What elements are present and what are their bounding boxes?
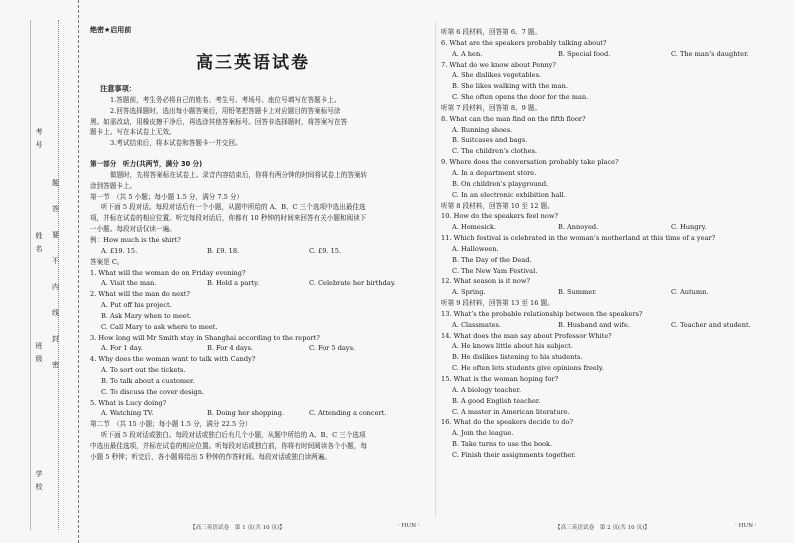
section2-heading: 第二节 （共 15 小题；每小题 1.5 分，满分 22.5 分）: [90, 420, 252, 429]
answer-option: A. Halloween.: [452, 244, 499, 253]
notice-line: 1.答题前，考生务必将自己的姓名、考生号、考场号、座位号填写在答题卡上。: [110, 95, 341, 104]
option-row: [441, 49, 786, 60]
option-row: [90, 343, 425, 354]
seal-char: 题: [52, 179, 59, 187]
answer-option: A. A hen.: [452, 49, 483, 58]
confidential-mark: 绝密★启用前: [90, 26, 132, 34]
question-stem: 15. What is the woman hoping for?: [441, 375, 559, 383]
answer-option: A. To sort out the tickets.: [101, 366, 186, 375]
footer-right-code: · HUN ·: [735, 523, 757, 529]
answer-option: C. For 5 days.: [309, 344, 356, 353]
question-stem: 5. What is Lucy doing?: [90, 398, 167, 407]
answer-option: C. He often lets students give opinions freely.: [452, 364, 604, 373]
question-stem: 7. What do we know about Penny?: [441, 60, 556, 69]
seal-char: 不: [52, 257, 59, 265]
column-divider: [435, 22, 436, 517]
section1-intro-line: 听下面 5 段对话。每段对话后有一个小题，从题中所给的 A、B、C 三个选项中选出最佳选: [101, 203, 366, 212]
answer-option: C. Teacher and student.: [671, 320, 751, 329]
answer-option: A. Running shoes.: [452, 125, 513, 134]
seal-char: 内: [52, 283, 59, 291]
answer-option: C. Autumn.: [671, 288, 709, 297]
material-note: 听第 9 段材料，回答第 13 至 16 题。: [441, 299, 554, 308]
answer-option: A. Homesick.: [452, 223, 497, 232]
answer-option: A. Join the league.: [452, 429, 514, 438]
question-stem: 9. Where does the conversation probably take place?: [441, 158, 619, 167]
right-column: [441, 27, 786, 461]
example-option: C. £9. 15.: [309, 246, 342, 255]
answer-option: B. Husband and wife.: [558, 320, 630, 329]
option-row: [441, 222, 786, 233]
answer-option: B. A good English teacher.: [452, 396, 541, 405]
answer-option: A. Watching TV.: [101, 409, 154, 418]
answer-option: B. To talk about a customer.: [101, 376, 195, 385]
answer-option: B. Hold a party.: [207, 279, 260, 288]
answer-option: B. Ask Mary when to meet.: [101, 311, 192, 320]
footer-left-code: · HUN ·: [398, 523, 420, 529]
answer-option: B. For 4 days.: [207, 344, 254, 353]
notice-line: 3.考试结束后，将本试卷和答题卡一并交回。: [110, 139, 242, 148]
question-stem: 13. What’s the probable relationship between the speakers?: [441, 309, 643, 318]
material-note: 听第 7 段材料，回答第 8、9 题。: [441, 103, 542, 112]
answer-option: A. Visit the man.: [101, 279, 157, 288]
answer-option: C. Call Mary to ask where to meet.: [101, 322, 218, 331]
question-stem: 3. How long will Mr Smith stay in Shanghai according to the report?: [90, 333, 320, 342]
section1-intro-line: 项，并标在试卷的相应位置。听完每段对话后，你都有 10 秒钟的时间来回答有关小题和阅读下: [90, 214, 367, 223]
seal-char: 要: [52, 231, 59, 239]
seal-line: [58, 20, 59, 530]
answer-option: B. Take turns to use the book.: [452, 440, 553, 449]
answer-option: A. In a department store.: [452, 168, 537, 177]
seal-char: 封: [52, 335, 59, 343]
answer-option: A. She dislikes vegetables.: [452, 71, 542, 80]
answer-option: B. Summer.: [558, 288, 597, 297]
seal-char: 密: [52, 361, 59, 369]
answer-option: B. Annoyed.: [558, 223, 599, 232]
answer-option: A. For 1 day.: [101, 344, 143, 353]
question-stem: 10. How do the speakers feel now?: [441, 212, 559, 221]
material-note: 听第 6 段材料，回答第 6、7 题。: [441, 28, 542, 36]
answer-option: B. Suitcases and bags.: [452, 136, 528, 145]
answer-option: C. To discuss the cover design.: [101, 387, 205, 396]
notice-line: 2.回答选择题时，选出每小题答案后，用铅笔把答题卡上对应题目的答案标号涂: [110, 106, 341, 115]
footer-left-label: 【高三英语试卷 第 1 页(共 10 页)】: [190, 525, 285, 531]
question-stem: 11. Which festival is celebrated in the woman’s motherland at this time of a year?: [441, 234, 716, 243]
example-option: A. £19. 15.: [101, 246, 138, 255]
answer-option: C. The children’s clothes.: [452, 147, 537, 156]
question-stem: 8. What can the man find on the fifth floor?: [441, 114, 586, 123]
example-options: [90, 246, 425, 257]
part1-intro-line: 涂到答题卡上。: [90, 181, 137, 190]
answer-option: C. Hungry.: [671, 223, 707, 232]
answer-option: C. Finish their assignments together.: [452, 450, 576, 459]
answer-option: C. In an electronic exhibition hall.: [452, 190, 566, 199]
answer-option: A. Classmates.: [452, 320, 502, 329]
left-question-list: [90, 268, 425, 420]
answer-option: C. She often opens the door for the man.: [452, 93, 589, 102]
answer-option: B. She likes walking with the man.: [452, 82, 568, 91]
margin-rule: [30, 20, 31, 530]
option-row: [90, 278, 425, 289]
notice-line: 黑。如需改动，用橡皮擦干净后，再选涂其他答案标号。回答非选择题时，将答案写在答: [90, 117, 348, 126]
example-option: B. £9. 18.: [207, 246, 240, 255]
seal-char: 线: [52, 309, 59, 317]
material-note: 听第 8 段材料，回答第 10 至 12 题。: [441, 201, 554, 210]
question-stem: 14. What does the man say about Professor White?: [441, 331, 612, 340]
answer-option: B. On children’s playground.: [452, 179, 549, 188]
answer-option: C. Celebrate her birthday.: [309, 279, 396, 288]
part1-intro-line: 做题时，先将答案标在试卷上。录音内容结束后，你将有两分钟的时间将试卷上的答案转: [110, 170, 368, 179]
answer-option: A. Spring.: [452, 288, 486, 297]
section1-heading: 第一节 （共 5 小题；每小题 1.5 分，满分 7.5 分）: [90, 192, 244, 201]
question-stem: 12. What season is it now?: [441, 277, 531, 286]
option-row: [441, 287, 786, 298]
answer-option: B. Doing her shopping.: [207, 409, 285, 418]
answer-option: C. The man’s daughter.: [671, 49, 749, 58]
answer-option: C. Attending a concert.: [309, 409, 387, 418]
section2-intro-line: 小题 5 秒钟；听完后，各小题将给出 5 秒钟的作答时间。每段对话或独白读两遍。: [90, 452, 331, 461]
binding-margin: [0, 0, 79, 543]
answer-option: A. Put off his project.: [101, 301, 172, 310]
footer-right-label: 【高三英语试卷 第 2 页(共 10 页)】: [555, 525, 650, 531]
name-label: 姓名: [35, 232, 43, 258]
page-title: 高三英语试卷: [196, 53, 310, 73]
section2-intro-line: 中选出最佳选项，并标在试卷的相应位置。听每段对话或独白前，你将有时间阅读各个小题，每: [90, 442, 367, 450]
notice-line: 题卡上。写在本试卷上无效。: [90, 128, 176, 137]
answer-option: A. A biology teacher.: [452, 385, 522, 394]
left-column: [90, 84, 425, 463]
example-question: 例：How much is the shirt?: [90, 235, 181, 244]
part1-heading: 第一部分 听力(共两节，满分 30 分): [90, 160, 203, 169]
seal-char: 答: [52, 205, 59, 213]
section2-intro-line: 听下面 5 段对话或独白。每段对话或独白后有几个小题，从题中所给的 A、B、C 三个选项: [101, 431, 366, 440]
question-stem: 16. What do the speakers decide to do?: [441, 418, 574, 427]
notice-heading: 注意事项：: [100, 84, 136, 93]
section1-intro-line: 一小题。每段对话仅读一遍。: [90, 225, 176, 234]
answer-option: B. He dislikes listening to his students.: [452, 353, 583, 362]
answer-option: B. The Day of the Dead.: [452, 255, 532, 264]
question-stem: 4. Why does the woman want to talk with Candy?: [90, 355, 256, 364]
question-stem: 6. What are the speakers probably talking about?: [441, 38, 607, 47]
answer-option: C. The New Yam Festival.: [452, 266, 538, 275]
option-row: [90, 408, 425, 419]
answer-option: C. A master in American literature.: [452, 407, 570, 416]
answer-option: B. Special food.: [558, 49, 611, 58]
class-label: 班级: [35, 342, 43, 368]
option-row: [441, 320, 786, 331]
exam-number-label: 考号: [35, 128, 43, 154]
question-stem: 2. What will the man do next?: [90, 290, 190, 299]
school-label: 学校: [35, 470, 43, 496]
example-answer: 答案是 C。: [90, 257, 124, 266]
question-stem: 1. What will the woman do on Friday evening?: [90, 268, 246, 277]
answer-option: A. He knows little about his subject.: [452, 342, 573, 351]
